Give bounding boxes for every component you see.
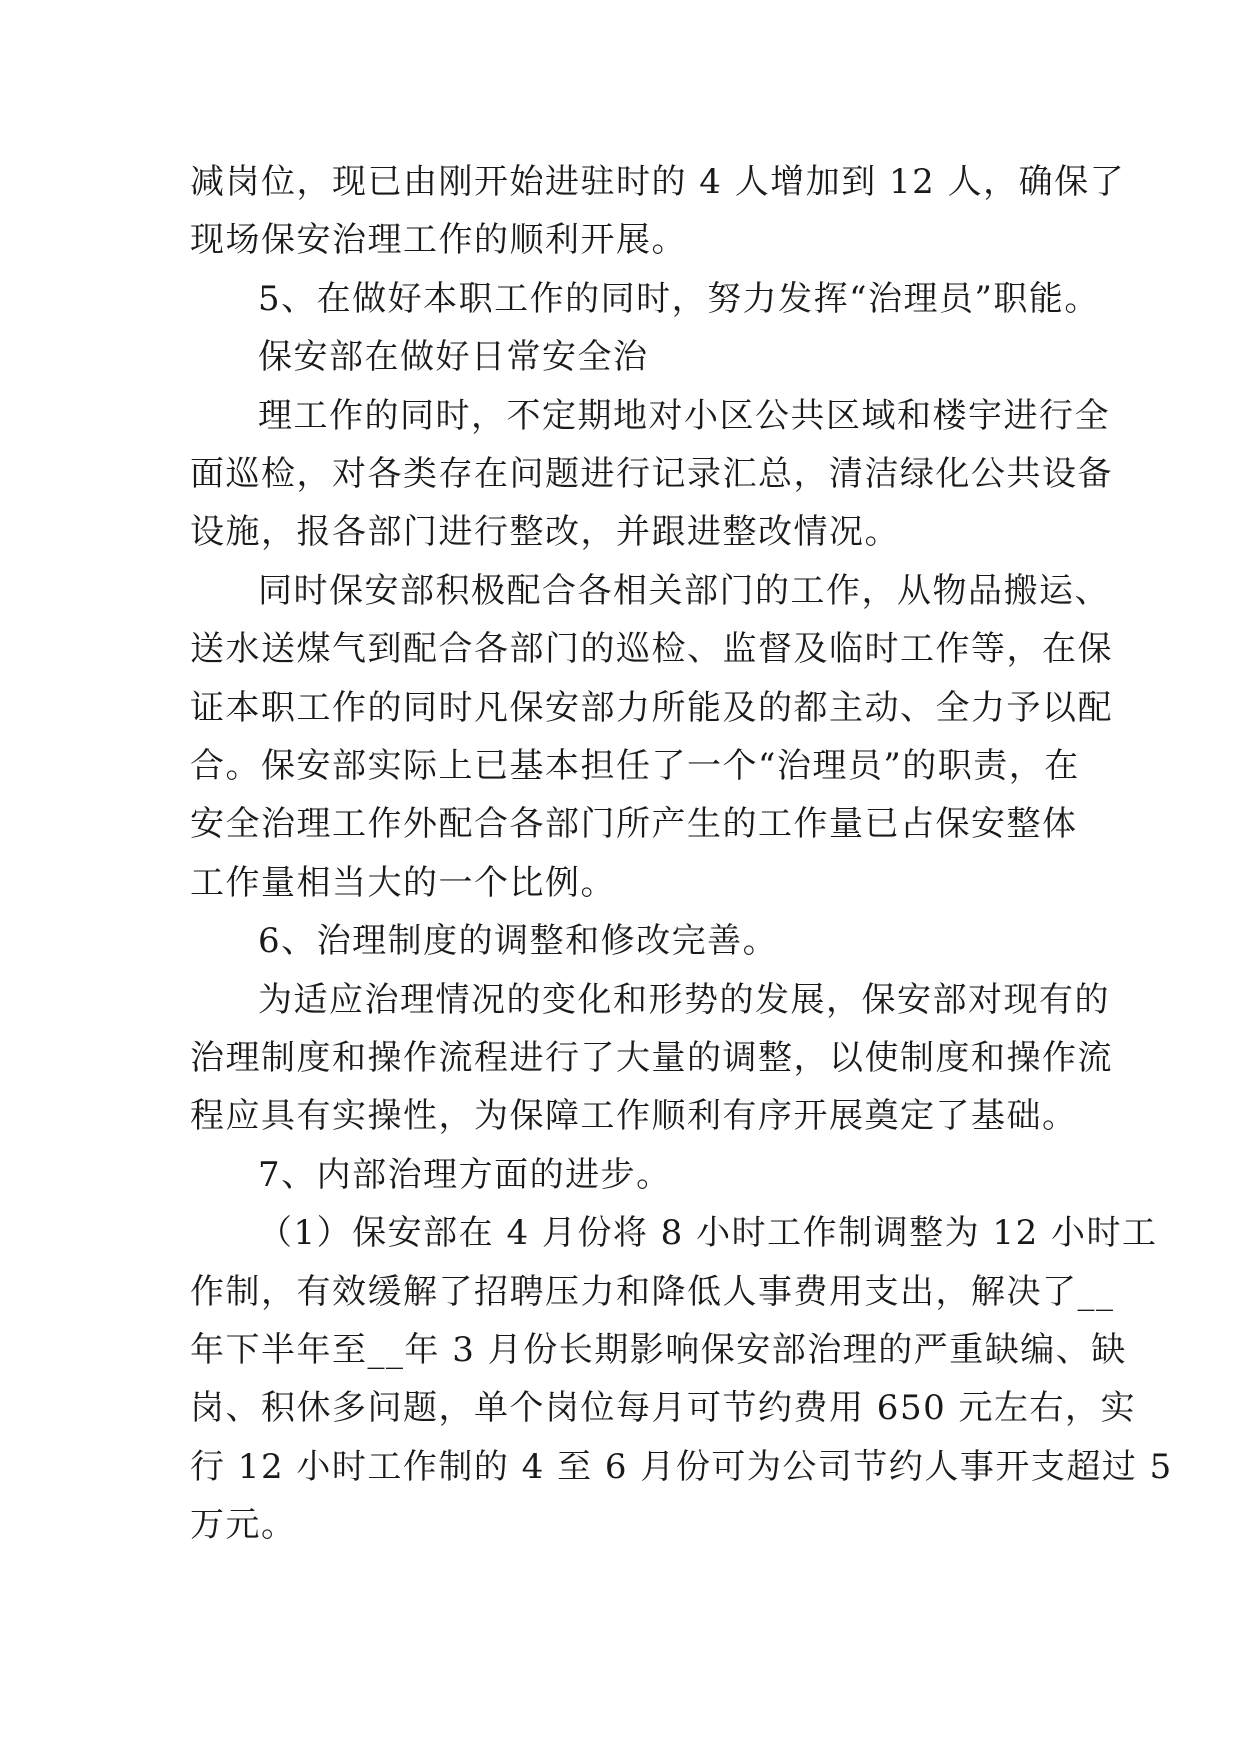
paragraph-line: 减岗位，现已由刚开始进驻时的 4 人增加到 12 人，确保了 [190, 162, 1126, 202]
paragraph-line: 安全治理工作外配合各部门所产生的工作量已占保安整体 [190, 804, 1078, 844]
paragraph-line: 为适应治理情况的变化和形势的发展，保安部对现有的 [258, 980, 1110, 1020]
section-heading: 6、治理制度的调整和修改完善。 [258, 921, 779, 961]
paragraph-line: （1）保安部在 4 月份将 8 小时工作制调整为 12 小时工 [258, 1213, 1158, 1253]
paragraph-line: 年下半年至__年 3 月份长期影响保安部治理的严重缺编、缺 [190, 1330, 1127, 1370]
paragraph-line: 面巡检，对各类存在问题进行记录汇总，清洁绿化公共设备 [190, 454, 1113, 494]
paragraph-line: 保安部在做好日常安全治 [258, 337, 649, 377]
paragraph-line: 治理制度和操作流程进行了大量的调整，以使制度和操作流 [190, 1038, 1113, 1078]
paragraph-line: 送水送煤气到配合各部门的巡检、监督及临时工作等，在保 [190, 629, 1113, 669]
paragraph-line: 合。保安部实际上已基本担任了一个“治理员”的职责，在 [190, 746, 1080, 786]
paragraph-line: 理工作的同时，不定期地对小区公共区域和楼宇进行全 [258, 396, 1110, 436]
section-heading: 7、内部治理方面的进步。 [258, 1155, 672, 1195]
paragraph-line: 岗、积休多问题，单个岗位每月可节约费用 650 元左右，实 [190, 1388, 1137, 1428]
paragraph-line: 同时保安部积极配合各相关部门的工作，从物品搬运、 [258, 571, 1110, 611]
paragraph-line: 设施，报各部门进行整改，并跟进整改情况。 [190, 512, 900, 552]
paragraph-line: 程应具有实操性，为保障工作顺利有序开展奠定了基础。 [190, 1096, 1078, 1136]
paragraph-line: 现场保安治理工作的顺利开展。 [190, 220, 687, 260]
paragraph-line: 工作量相当大的一个比例。 [190, 863, 616, 903]
paragraph-line: 证本职工作的同时凡保安部力所能及的都主动、全力予以配 [190, 688, 1113, 728]
paragraph-line: 行 12 小时工作制的 4 至 6 月份可为公司节约人事开支超过 5 [190, 1447, 1173, 1487]
paragraph-line: 万元。 [190, 1505, 297, 1545]
paragraph-line: 作制，有效缓解了招聘压力和降低人事费用支出，解决了__ [190, 1272, 1115, 1312]
section-heading: 5、在做好本职工作的同时，努力发挥“治理员”职能。 [258, 279, 1100, 319]
